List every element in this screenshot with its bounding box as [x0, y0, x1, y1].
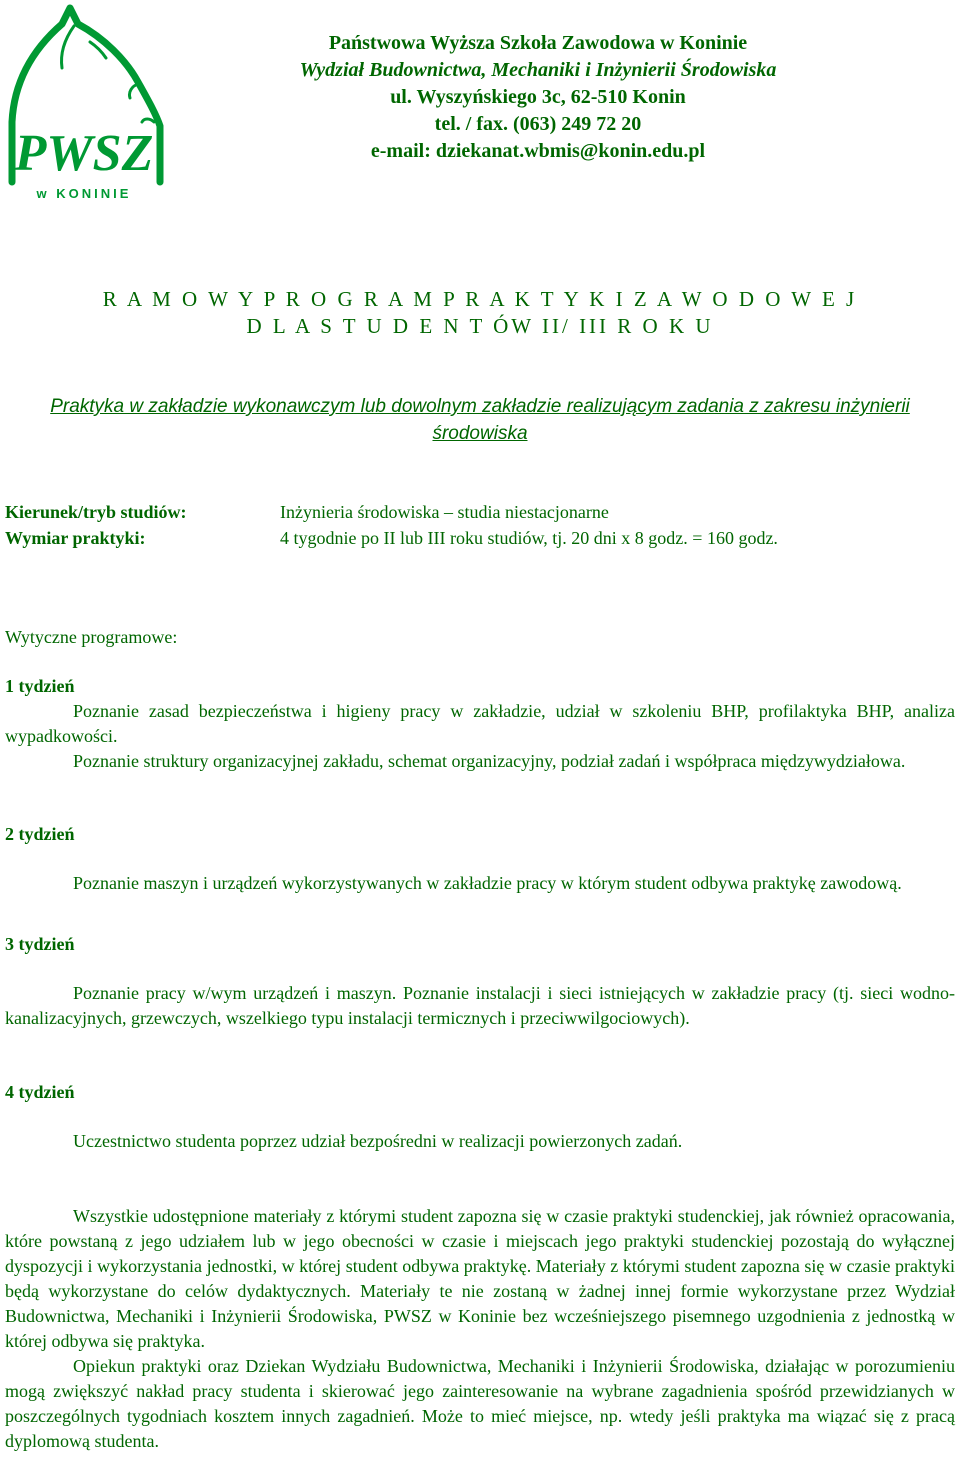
- week-4-label: 4 tydzień: [5, 1082, 75, 1102]
- pwsz-logo: [4, 2, 164, 202]
- week-2: [5, 822, 955, 896]
- week-3-label: 3 tydzień: [5, 934, 75, 954]
- institution-name: Państwowa Wyższa Szkoła Zawodowa w Koninie: [328, 32, 748, 54]
- closing-paragraph-1: Wszystkie udostępnione materiały z którymi student zapozna się w czasie praktyki studenckiej, jak również opracowania, które powstaną z jego udziałem lub w jego obecności w czasie i miejscach jego praktyki studenckiej pozostają do wyłącznej dyspozycji i wykorzystania jednostki, w której student odbywa praktykę. Materiały z którymi student zapozna się w czasie praktyki będą wykorzystane do celów dydaktycznych. Materiały te nie zostaną w żadnej innej formie wykorzystane przez Wydział Budownictwa, Mechaniki i Inżynierii Środowiska, PWSZ w Koninie bez wcześniejszego pisemnego uzgodnienia z jednostką w której odbywa się praktyka.: [5, 1206, 955, 1351]
- horse-head-logo-icon: [4, 2, 164, 202]
- faculty-name: Wydział Budownictwa, Mechaniki i Inżynierii Środowiska: [299, 59, 777, 81]
- address: ul. Wyszyńskiego 3c, 62-510 Konin: [390, 86, 686, 108]
- logo-caption: w KONINIE: [36, 186, 132, 201]
- week-3: [5, 932, 955, 1031]
- field-value: Inżynieria środowiska – studia niestacjonarne: [280, 502, 609, 522]
- week-4: [5, 1080, 955, 1154]
- field-label: Kierunek/tryb studiów:: [5, 502, 187, 522]
- week-1: [5, 674, 955, 774]
- info-row-duration: [5, 525, 955, 551]
- institution-header: [180, 30, 896, 165]
- program-subtitle: Praktyka w zakładzie wykonawczym lub dowolnym zakładzie realizującym zadania z zakresu inżynierii środowiska: [50, 396, 910, 444]
- info-row-field: [5, 499, 955, 525]
- week-3-paragraph-1: Poznanie pracy w/wym urządzeń i maszyn. Poznanie instalacji i sieci istniejących w zakładzie pracy (tj. sieci wodno-kanalizacyjnych, grzewczych, wszelkiego typu instalacji termicznych i przeciwwilgociowych).: [5, 983, 955, 1028]
- week-2-paragraph-1: Poznanie maszyn i urządzeń wykorzystywanych w zakładzie pracy w którym student odbywa praktykę zawodową.: [73, 873, 902, 893]
- week-2-label: 2 tydzień: [5, 824, 75, 844]
- logo-letters: PWSZ: [14, 125, 154, 182]
- info-block: [5, 499, 955, 551]
- closing-section: [5, 1204, 955, 1454]
- week-4-paragraph-1: Uczestnictwo studenta poprzez udział bezpośredni w realizacji powierzonych zadań.: [73, 1131, 683, 1151]
- program-title: [0, 286, 960, 340]
- duration-value: 4 tygodnie po II lub III roku studiów, tj. 20 dni x 8 godz. = 160 godz.: [280, 528, 778, 548]
- week-1-label: 1 tydzień: [5, 676, 75, 696]
- guidelines-heading: Wytyczne programowe:: [5, 627, 178, 647]
- program-title-line2: D L A S T U D E N T ÓW II/ III R O K U: [246, 314, 714, 338]
- closing-paragraph-2: Opiekun praktyki oraz Dziekan Wydziału Budownictwa, Mechaniki i Inżynierii Środowiska, działając w porozumieniu mogą zwiększyć nakład pracy studenta i skierować jego zainteresowanie na wybrane zagadnienia spośród przewidzianych w poszczególnych tygodniach kosztem innych zagadnień. Może to mieć miejsce, np. wtedy jeśli praktyka ma wiązać się z pracą dyplomową studenta.: [5, 1356, 955, 1451]
- duration-label: Wymiar praktyki:: [5, 528, 146, 548]
- email[interactable]: e-mail: dziekanat.wbmis@konin.edu.pl: [370, 140, 706, 162]
- program-title-line1: R A M O W Y P R O G R A M P R A K T Y K I Z A W O D O W E J: [102, 287, 858, 311]
- phone: tel. / fax. (063) 249 72 20: [434, 113, 642, 135]
- week-1-paragraph-1: Poznanie zasad bezpieczeństwa i higieny pracy w zakładzie, udział w szkoleniu BHP, profilaktyka BHP, analiza wypadkowości.: [5, 701, 955, 746]
- week-1-paragraph-2: Poznanie struktury organizacyjnej zakładu, schemat organizacyjny, podział zadań i współpraca międzywydziałowa.: [73, 751, 906, 771]
